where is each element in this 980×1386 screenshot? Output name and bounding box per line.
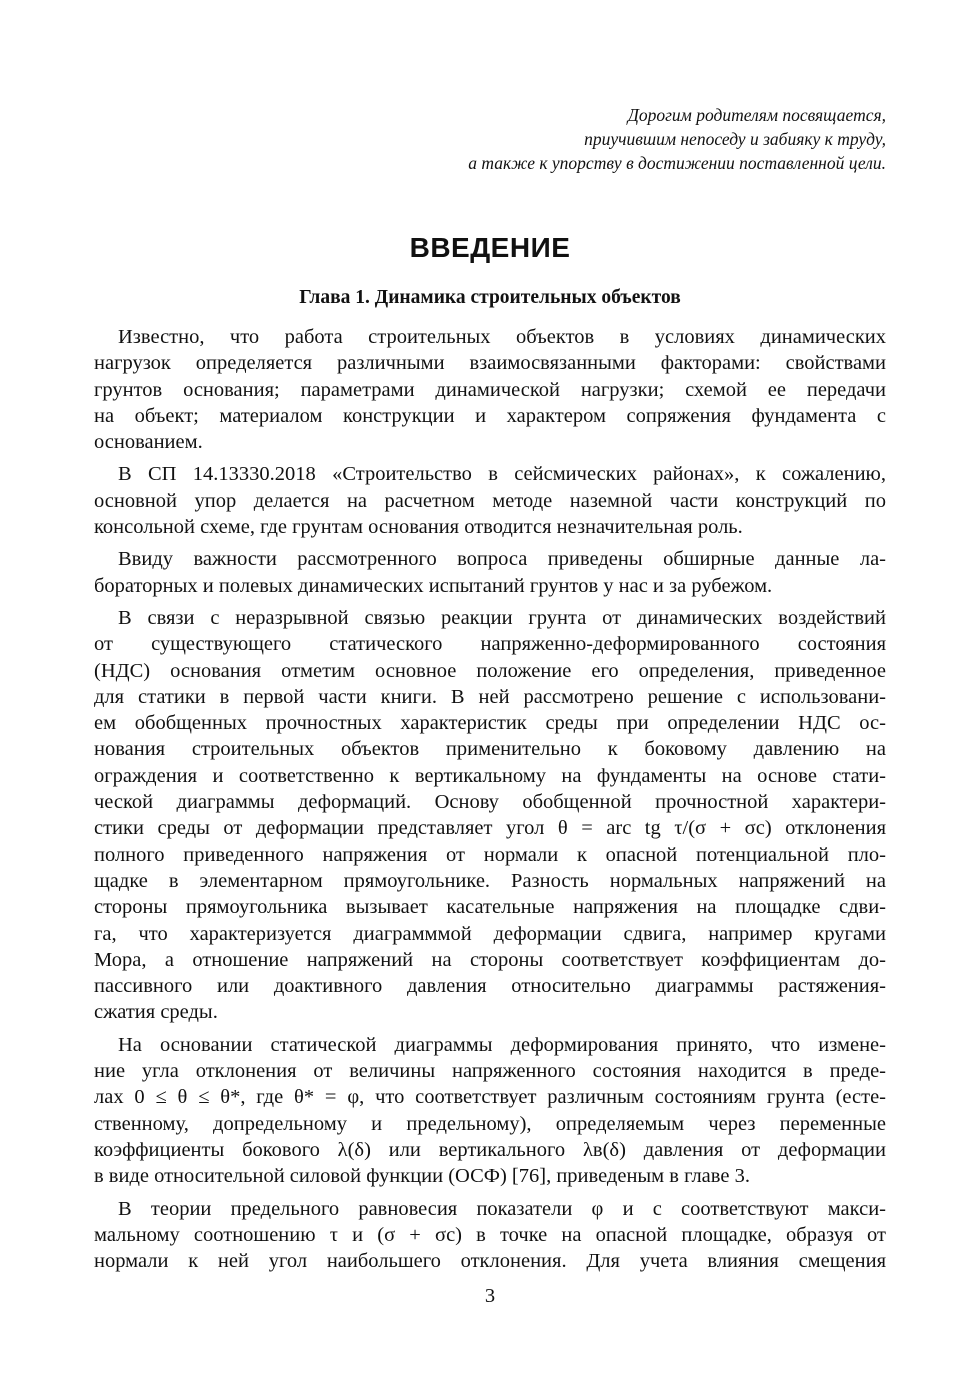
paragraph-3	[94, 546, 886, 599]
text-line: га, что характеризуется диаграмммой деформации сдвига, например кругами	[94, 922, 886, 945]
text-line: (НДС) основания отметим основное положение его определения, приведенное	[94, 659, 886, 682]
page-title: ВВЕДЕНИЕ	[409, 232, 571, 263]
text-line: На основании статической диаграммы деформирования принято, что измене-	[118, 1033, 886, 1056]
text-line: пассивного или доактивного давления относительно диаграммы растяжения-	[94, 975, 886, 998]
page-number: 3	[484, 1285, 496, 1307]
text-line: ческой диаграммы деформаций. Основу обобщенной прочностной характери-	[94, 791, 886, 814]
text-line: полного приведенного напряжения от нормали к опасной потенциальной пло-	[94, 843, 886, 866]
text-line: В связи с неразрывной связью реакции грунта от динамических воздействий	[118, 606, 886, 629]
chapter-heading: Глава 1. Динамика строительных объектов	[299, 287, 681, 308]
text-line: щадке в элементарном прямоугольнике. Разность нормальных напряжений на	[94, 869, 886, 892]
text-line: основанием.	[94, 431, 203, 454]
paragraph-5	[94, 1032, 886, 1190]
epigraph-line: а также к упорству в достижении поставленной цели.	[468, 153, 886, 173]
text-line: мальному соотношению τ и (σ + σс) в точке на опасной площадке, образуя от	[94, 1223, 886, 1246]
text-line: В теории предельного равновесия показатели φ и с соответствуют макси-	[118, 1197, 886, 1220]
text-line: нормали к ней угол наибольшего отклонения. Для учета влияния смещения	[94, 1250, 886, 1273]
paragraph-6	[94, 1196, 886, 1275]
text-line: бораторных и полевых динамических испытаний грунтов у нас и за рубежом.	[94, 574, 773, 597]
text-line: ственному, допредельному и предельному), определяемым через переменные	[94, 1112, 886, 1135]
text-line: Мора, а отношение напряжений на стороны соответствует коэффициентам до-	[94, 948, 886, 971]
text-line: стики среды от деформации представляет угол θ = arc tg τ/(σ + σс) отклонения	[94, 817, 886, 840]
text-line: грунтов основания; параметрами динамической нагрузки; схемой ее передачи	[94, 378, 886, 401]
text-line: в виде относительной силовой функции (ОСФ) [76], приведеным в главе 3.	[94, 1165, 750, 1188]
text-line: В СП 14.13330.2018 «Строительство в сейсмических районах», к сожалению,	[118, 463, 886, 486]
text-line: от существующего статического напряженно-деформированного состояния	[94, 633, 886, 656]
text-line: Ввиду важности рассмотренного вопроса приведены обширные данные ла-	[118, 548, 886, 571]
text-line: коэффициенты бокового λ(δ) или вертикального λв(δ) давления от деформации	[94, 1138, 886, 1161]
text-line: нагрузок определяется различными взаимосвязанными факторами: свойствами	[94, 352, 886, 375]
epigraph-line: Дорогим родителям посвящается,	[627, 105, 886, 125]
epigraph-line: приучившим непоседу и забияку к труду,	[584, 129, 886, 149]
text-line: на объект; материалом конструкции и характером сопряжения фундамента с	[94, 404, 886, 427]
text-line: ограждения и соответственно к вертикальному на фундаменты на основе стати-	[94, 764, 886, 787]
paragraph-4	[94, 605, 886, 1026]
text-line: сжатия среды.	[94, 1001, 218, 1024]
paragraph-2	[94, 461, 886, 540]
text-line: стороны прямоугольника вызывает касательные напряжения на площадке сдви-	[94, 896, 886, 919]
text-line: ем обобщенных прочностных характеристик среды при определении НДС ос-	[94, 712, 886, 735]
text-line: нования строительных объектов применительно к боковому давлению на	[94, 738, 886, 761]
epigraph	[468, 103, 886, 175]
paragraph-1	[94, 324, 886, 455]
text-line: консольной схеме, где грунтам основания отводится незначительная роль.	[94, 516, 743, 539]
body-text	[94, 324, 886, 1280]
text-line: ние угла отклонения от величины напряженного состояния находится в преде-	[94, 1060, 886, 1083]
text-line: Известно, что работа строительных объектов в условиях динамических	[118, 326, 886, 348]
text-line: лах 0 ≤ θ ≤ θ*, где θ* = φ, что соответствует различным состояниям грунта (есте-	[94, 1086, 886, 1109]
text-line: для статики в первой части книги. В ней рассмотрено решение с использовани-	[94, 685, 886, 708]
text-line: основной упор делается на расчетном методе наземной части конструкций по	[94, 489, 886, 512]
